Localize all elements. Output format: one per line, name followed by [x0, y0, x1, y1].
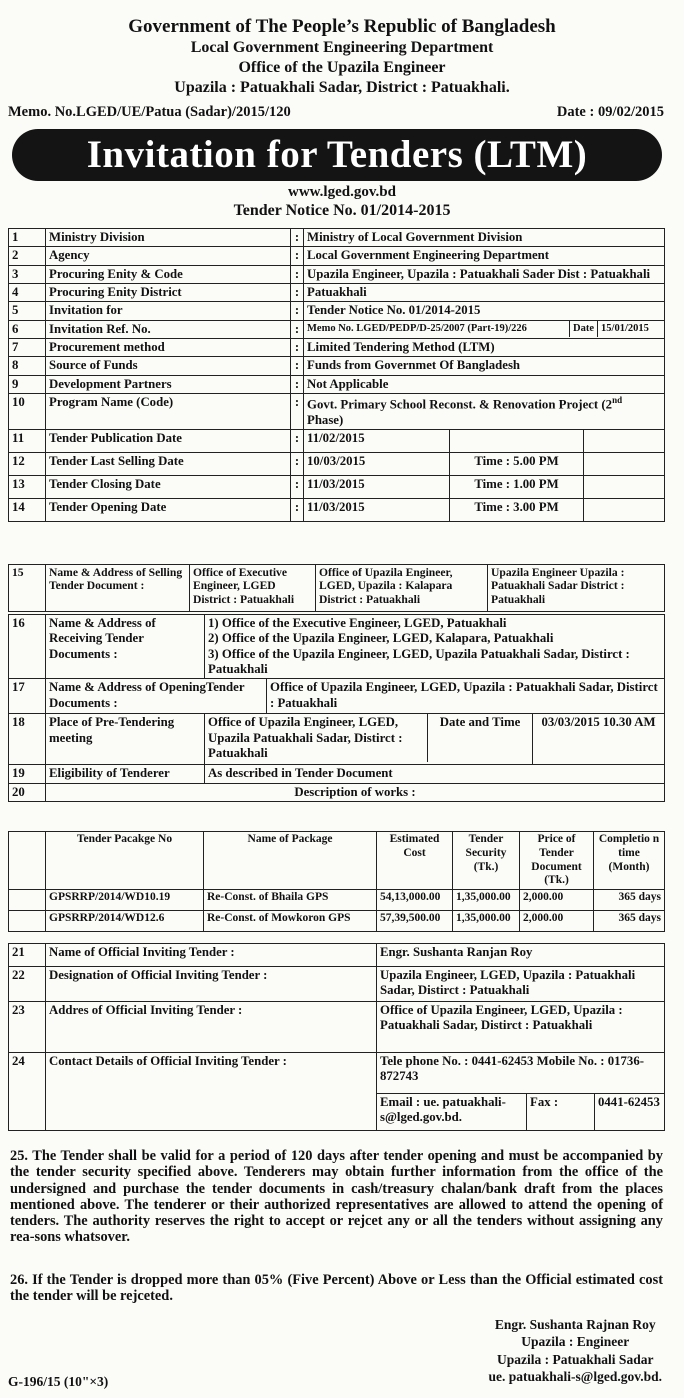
table-row — [9, 375, 665, 393]
clause-26: 26. If the Tender is dropped more than 05% (Five Percent) Above or Less than the Official estimated cost the tender will be rejceted. — [10, 1272, 663, 1305]
row-number: 23 — [9, 1002, 46, 1053]
colon: : — [291, 320, 304, 338]
row-label: Ministry Division — [46, 229, 291, 247]
table-row — [9, 476, 665, 499]
table-row — [9, 783, 665, 801]
row-label: Name of Official Inviting Tender : — [46, 944, 377, 967]
row-number: 13 — [9, 476, 46, 499]
row-label: Name & Address of OpeningTender Documents : — [46, 679, 267, 714]
program-phase: Phase) — [307, 412, 344, 427]
row-value — [205, 615, 665, 679]
row-number: 9 — [9, 375, 46, 393]
table-row — [9, 394, 665, 430]
signatory-place: Upazila : Patuakhali Sadar — [497, 1351, 654, 1367]
tender-security: 1,35,000.00 — [453, 911, 520, 932]
row-number: 7 — [9, 339, 46, 357]
receiving-office-1: 1) Office of the Executive Engineer, LGED, Patuakhali — [208, 616, 507, 630]
website-link[interactable]: www.lged.gov.bd — [288, 184, 396, 200]
row-number: 18 — [9, 714, 46, 765]
colon: : — [291, 339, 304, 357]
blank-cell — [9, 911, 46, 932]
row-value: Tender Notice No. 01/2014-2015 — [304, 302, 665, 320]
row-number: 3 — [9, 265, 46, 283]
row-value: 11/03/2015 — [304, 476, 450, 499]
program-name: Govt. Primary School Reconst. & Renovation Project (2 — [307, 397, 613, 412]
colon: : — [291, 265, 304, 283]
package-number: GPSRRP/2014/WD12.6 — [46, 911, 204, 932]
row-time: Time : 3.00 PM — [450, 499, 584, 522]
works-table — [8, 831, 665, 932]
row-number: 1 — [9, 229, 46, 247]
row-number: 21 — [9, 944, 46, 967]
row-value: Limited Tendering Method (LTM) — [304, 339, 665, 357]
row-number: 5 — [9, 302, 46, 320]
row-number: 16 — [9, 615, 46, 679]
row-value: 11/03/2015 — [304, 499, 450, 522]
contact-email[interactable]: Email : ue. patuakhali-s@lged.gov.bd. — [377, 1094, 527, 1131]
row-label: Tender Publication Date — [46, 430, 291, 453]
selling-office-2: Office of Upazila Engineer, LGED, Upazila : Kalapara District : Patuakhali — [316, 565, 488, 612]
row-time — [450, 430, 584, 453]
row-label: Addres of Official Inviting Tender : — [46, 1002, 377, 1053]
official-table — [8, 943, 665, 1131]
row-value: Local Government Engineering Department — [304, 247, 665, 265]
table-row — [9, 765, 665, 783]
row-number: 2 — [9, 247, 46, 265]
table-row — [9, 615, 665, 679]
tender-info-table — [8, 228, 665, 522]
completion-time: 365 days — [594, 890, 665, 911]
row-time: Time : 1.00 PM — [450, 476, 584, 499]
package-name: Re-Const. of Bhaila GPS — [204, 890, 377, 911]
row-number: 8 — [9, 357, 46, 375]
tender-notice-number: Tender Notice No. 01/2014-2015 — [233, 202, 451, 219]
tender-security: 1,35,000.00 — [453, 890, 520, 911]
row-value: Upazila Engineer, LGED, Upazila : Patuakhali Sadar, Distirct : Patuakhali — [377, 967, 665, 1002]
table-row — [9, 911, 665, 932]
row-label: Tender Opening Date — [46, 499, 291, 522]
colon: : — [291, 229, 304, 247]
table-row — [9, 1002, 665, 1053]
colon: : — [291, 430, 304, 453]
row-blank — [584, 499, 665, 522]
table-row — [9, 247, 665, 265]
row-number: 10 — [9, 394, 46, 430]
table-row — [9, 967, 665, 1002]
row-number: 12 — [9, 453, 46, 476]
column-header: Estimated Cost — [377, 832, 453, 890]
row-number: 20 — [9, 783, 46, 801]
row-label: Name & Address of Receiving Tender Documents : — [46, 615, 205, 679]
table-row — [9, 339, 665, 357]
ref-date-label: Date — [569, 321, 597, 338]
colon: : — [291, 453, 304, 476]
row-label: Invitation Ref. No. — [46, 320, 291, 338]
row-value: Office of Upazila Engineer, LGED, Upazila : Patuakhali Sadar, Distirct : Patuakhali — [267, 679, 665, 714]
row-value: Ministry of Local Government Division — [304, 229, 665, 247]
colon: : — [291, 302, 304, 320]
row-label: Invitation for — [46, 302, 291, 320]
row-label: Procurement method — [46, 339, 291, 357]
row-number: 24 — [9, 1053, 46, 1131]
row-value: As described in Tender Document — [205, 765, 665, 783]
office-heading: Office of the Upazila Engineer — [238, 59, 446, 76]
fax-value: 0441-62453 — [595, 1094, 665, 1131]
memo-date: Date : 09/02/2015 — [556, 104, 664, 120]
row-label: Name & Address of Selling Tender Document : — [46, 565, 190, 612]
contact-phone: Tele phone No. : 0441-62453 Mobile No. : 01736-872743 — [377, 1053, 665, 1094]
row-number: 19 — [9, 765, 46, 783]
signatory-email[interactable]: ue. patuakhali-s@lged.gov.bd. — [488, 1368, 662, 1384]
package-number: GPSRRP/2014/WD10.19 — [46, 890, 204, 911]
government-heading: Government of The People’s Republic of Bangladesh — [128, 16, 556, 37]
row-blank — [584, 476, 665, 499]
row-label: Eligibility of Tenderer — [46, 765, 205, 783]
row-value: Office of Upazila Engineer, LGED, Upazila : Patuakhali Sadar, Distirct : Patuakhali — [377, 1002, 665, 1053]
signatory-title: Upazila : Engineer — [521, 1334, 630, 1350]
table-row — [9, 832, 665, 890]
pre-tender-datetime: 03/03/2015 10.30 AM — [533, 714, 665, 765]
table-row — [9, 284, 665, 302]
program-phase-sup: nd — [612, 395, 623, 406]
row-label: Development Partners — [46, 375, 291, 393]
table-row — [9, 499, 665, 522]
colon: : — [291, 375, 304, 393]
row-label: Agency — [46, 247, 291, 265]
signatory-name: Engr. Sushanta Rajnan Roy — [494, 1317, 656, 1332]
table-row — [9, 714, 665, 765]
table-row — [9, 565, 665, 612]
completion-time: 365 days — [594, 911, 665, 932]
row-value — [304, 320, 665, 338]
selling-office-3: Upazila Engineer Upazila : Patuakhali Sadar District : Patuakhali — [488, 565, 665, 612]
row-blank — [584, 453, 665, 476]
table-row — [9, 302, 665, 320]
description-heading: Description of works : — [46, 783, 665, 801]
row-number: 4 — [9, 284, 46, 302]
footer-code: G-196/15 (10"×3) — [8, 1374, 109, 1389]
colon: : — [291, 284, 304, 302]
row-value: 10/03/2015 — [304, 453, 450, 476]
row-value: Upazila Engineer, Upazila : Patuakhali Sader Dist : Patuakhali — [304, 265, 665, 283]
row-number: 15 — [9, 565, 46, 612]
column-header: Name of Package — [204, 832, 377, 890]
signature-block — [489, 1316, 662, 1385]
column-header: Price of Tender Document (Tk.) — [520, 832, 594, 890]
colon: : — [291, 499, 304, 522]
row-number: 6 — [9, 320, 46, 338]
row-value: Patuakhali — [304, 284, 665, 302]
row-value — [304, 394, 665, 430]
tender-details-table — [8, 614, 665, 802]
blank-cell — [9, 832, 46, 890]
table-row — [9, 320, 665, 338]
department-heading: Local Government Engineering Department — [190, 39, 494, 56]
row-label: Procuring Enity District — [46, 284, 291, 302]
row-label: Procuring Enity & Code — [46, 265, 291, 283]
receiving-office-2: 2) Office of the Upazila Engineer, LGED, Kalapara, Patuakhali — [208, 631, 554, 646]
selling-office-1: Office of Executive Engineer, LGED District : Patuakhali — [190, 565, 316, 612]
blank-cell — [9, 890, 46, 911]
table-row — [9, 229, 665, 247]
table-row — [9, 944, 665, 967]
row-value — [205, 714, 533, 765]
location-heading: Upazila : Patuakhali Sadar, District : Patuakhali. — [174, 79, 510, 96]
row-value: 11/02/2015 — [304, 430, 450, 453]
colon: : — [291, 247, 304, 265]
row-number: 17 — [9, 679, 46, 714]
row-value: Not Applicable — [304, 375, 665, 393]
column-header: Completio n time (Month) — [594, 832, 665, 890]
row-number: 22 — [9, 967, 46, 1002]
row-label: Program Name (Code) — [46, 394, 291, 430]
fax-label: Fax : — [527, 1094, 595, 1131]
estimated-cost: 54,13,000.00 — [377, 890, 453, 911]
colon: : — [291, 476, 304, 499]
table-row — [9, 265, 665, 283]
pre-tender-place: Office of Upazila Engineer, LGED, Upazila Patuakhali Sadar, Distirct : Patuakhali — [205, 714, 428, 762]
row-time: Time : 5.00 PM — [450, 453, 584, 476]
ref-date-value: 15/01/2015 — [597, 321, 664, 338]
memo-number: Memo. No.LGED/UE/Patua (Sadar)/2015/120 — [8, 104, 291, 120]
document-price: 2,000.00 — [520, 911, 594, 932]
table-row — [9, 890, 665, 911]
clause-25: 25. The Tender shall be valid for a period of 120 days after tender opening and must be accompanied by the tender security specified above. Tenderers may obtain further information from the office of the undersigned and purchase the tender documents in cash/treasury chalan/bank draft from the places mentioned above. The tenderer or their authorized representatives are allowed to attend the opening of tenders. The authority reserves the right to accept or rejcet any or all the tenders without assigning any rea-sons whatsover. — [10, 1148, 663, 1246]
row-label: Place of Pre-Tendering meeting — [46, 714, 205, 765]
column-header: Tender Security (Tk.) — [453, 832, 520, 890]
table-row — [9, 453, 665, 476]
row-label: Designation of Official Inviting Tender : — [46, 967, 377, 1002]
ref-memo-number: Memo No. LGED/PEDP/D-25/2007 (Part-19)/226 — [307, 322, 527, 334]
estimated-cost: 57,39,500.00 — [377, 911, 453, 932]
table-row — [9, 430, 665, 453]
pre-tender-datetime-label: Date and Time — [439, 715, 521, 730]
row-value: Engr. Sushanta Ranjan Roy — [377, 944, 665, 967]
selling-office-table — [8, 564, 665, 612]
row-label: Source of Funds — [46, 357, 291, 375]
row-number: 14 — [9, 499, 46, 522]
colon: : — [291, 357, 304, 375]
package-name: Re-Const. of Mowkoron GPS — [204, 911, 377, 932]
row-label: Tender Last Selling Date — [46, 453, 291, 476]
row-number: 11 — [9, 430, 46, 453]
document-price: 2,000.00 — [520, 890, 594, 911]
colon: : — [291, 394, 304, 430]
table-row — [9, 357, 665, 375]
row-label: Tender Closing Date — [46, 476, 291, 499]
row-blank — [584, 430, 665, 453]
title-banner: Invitation for Tenders (LTM) — [12, 129, 662, 181]
table-row — [9, 679, 665, 714]
column-header: Tender Pacakge No — [46, 832, 204, 890]
row-value: Funds from Governmet Of Bangladesh — [304, 357, 665, 375]
row-label: Contact Details of Official Inviting Tender : — [46, 1053, 377, 1131]
receiving-office-3: 3) Office of the Upazila Engineer, LGED, Upazila Patuakhali Sadar, Distirct : Patuakhali — [208, 646, 630, 677]
table-row — [9, 1053, 665, 1094]
